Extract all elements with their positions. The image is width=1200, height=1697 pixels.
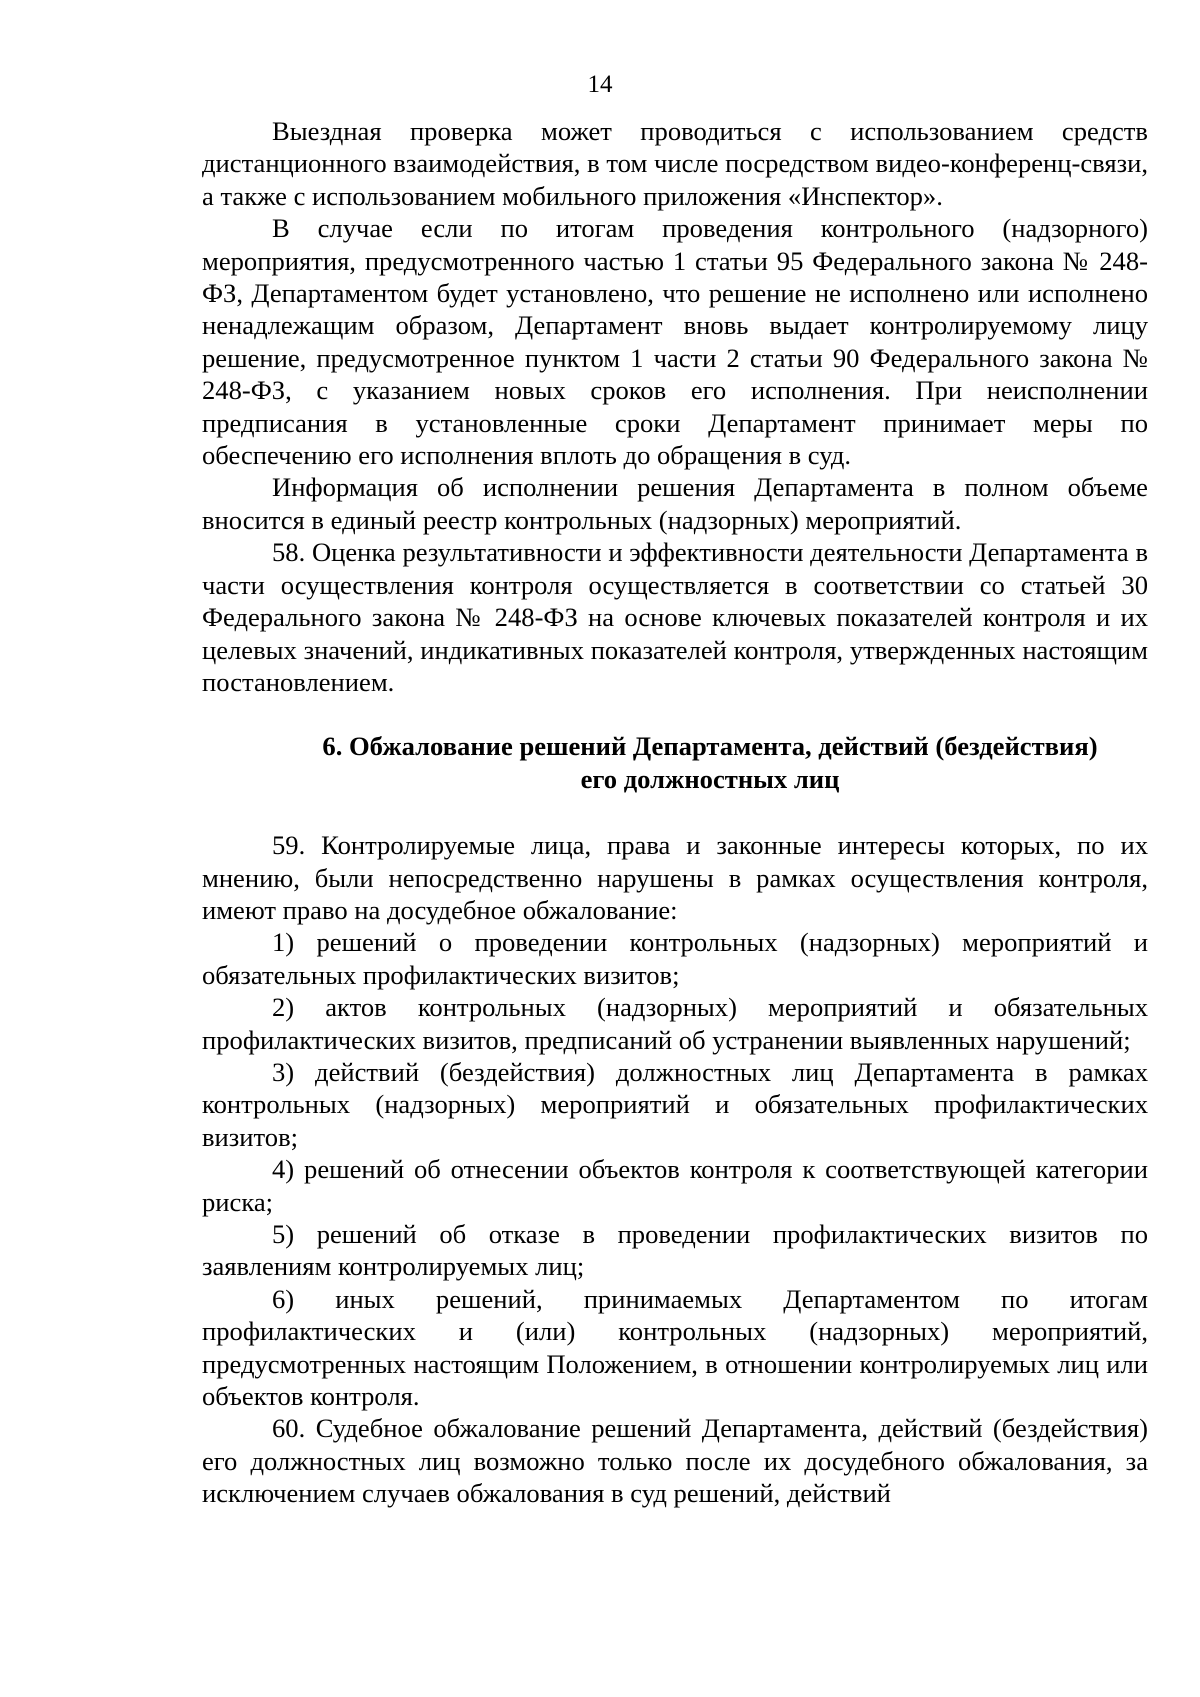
list-item-3: 3) действий (бездействия) должностных лиц Департамента в рамках контрольных (надзорных) мероприятий и обязательных профилактических визитов; [202,1056,1148,1152]
list-item-5: 5) решений об отказе в проведении профилактических визитов по заявлениям контролируемых лиц; [202,1219,1148,1282]
section-heading-line-2: его должностных лиц [580,763,840,794]
paragraph-registry-info: Информация об исполнении решения Департамента в полном объеме вносится в единый реестр контрольных (надзорных) мероприятий. [202,472,1148,535]
paragraph-remote-inspection: Выездная проверка может проводиться с использованием средств дистанционного взаимодействия, в том числе посредством видео-конференц-связи, а также с использованием мобильного приложения «Инспектор». [202,116,1148,211]
list-item-4: 4) решений об отнесении объектов контроля к соответствующей категории риска; [202,1154,1148,1217]
paragraph-59: 59. Контролируемые лица, права и законные интересы которых, по их мнению, были непосредственно нарушены в рамках осуществления контроля, имеют право на досудебное обжалование: [202,830,1148,925]
section-heading-line-1: 6. Обжалование решений Департамента, действий (бездействия) [322,731,1098,762]
list-item-2: 2) актов контрольных (надзорных) мероприятий и обязательных профилактических визитов, предписаний об устранении выявленных нарушений; [202,992,1148,1055]
section-heading [202,730,1148,795]
paragraph-repeat-decision: В случае если по итогам проведения контрольного (надзорного) мероприятия, предусмотренного частью 1 статьи 95 Федерального закона № 248-ФЗ, Департаментом будет установлено, что решение не исполнено или исполнено ненадлежащим образом, Департамент вновь выдает контролируемому лицу решение, предусмотренное пунктом 1 части 2 статьи 90 Федерального закона № 248-ФЗ, с указанием новых сроков его исполнения. При неисполнении предписания в установленные сроки Департамент принимает меры по обеспечению его исполнения вплоть до обращения в суд. [202,213,1148,471]
paragraph-58: 58. Оценка результативности и эффективности деятельности Департамента в части осуществления контроля осуществляется в соответствии со статьей 30 Федерального закона № 248-ФЗ на основе ключевых показателей контроля и их целевых значений, индикативных показателей контроля, утвержденных настоящим постановлением. [202,537,1148,697]
list-item-6: 6) иных решений, принимаемых Департаментом по итогам профилактических и (или) контрольных (надзорных) мероприятий, предусмотренных настоящим Положением, в отношении контролируемых лиц или объектов контроля. [202,1283,1148,1412]
list-item-1: 1) решений о проведении контрольных (надзорных) мероприятий и обязательных профилактических визитов; [202,927,1148,990]
paragraph-60: 60. Судебное обжалование решений Департамента, действий (бездействия) его должностных лиц возможно только после их досудебного обжалования, за исключением случаев обжалования в суд решений, действий [202,1413,1148,1509]
document-body [202,115,1148,1510]
page-number: 14 [587,71,613,98]
